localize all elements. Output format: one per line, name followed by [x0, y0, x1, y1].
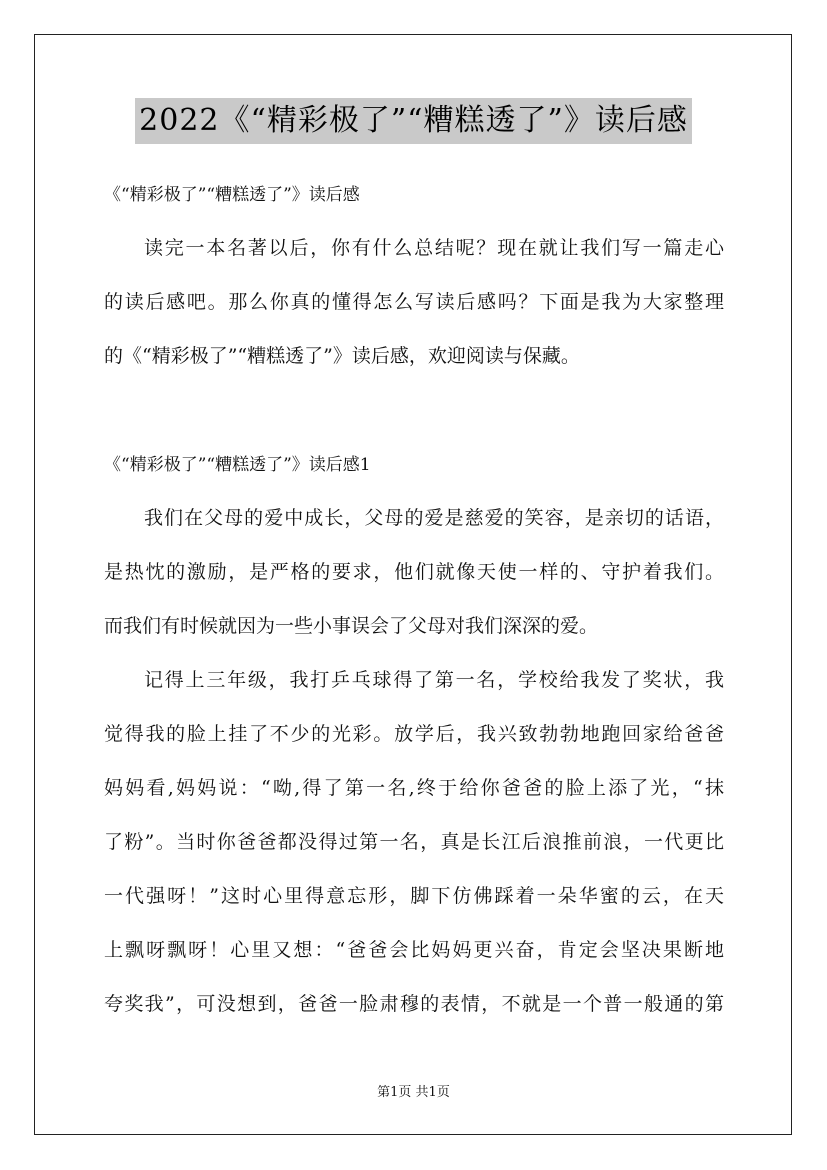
paragraph-line: 上飘呀飘呀！心里又想：“爸爸会比妈妈更兴奋，肯定会坚决果断地 — [104, 939, 724, 961]
page-footer: 第1页 共1页 — [377, 1085, 450, 1100]
paragraph-line: 了粉”。当时你爸爸都没得过第一名，真是长江后浪推前浪，一代更比 — [104, 831, 724, 853]
intro-line: 的读后感吧。那么你真的懂得怎么写读后感吗？下面是我为大家整理 — [104, 291, 724, 313]
paragraph-line: 是热忱的激励，是严格的要求，他们就像天使一样的、守护着我们。 — [104, 561, 724, 583]
paragraph-line: 记得上三年级，我打乒乓球得了第一名，学校给我发了奖状，我 — [144, 669, 724, 691]
paragraph-line: 觉得我的脸上挂了不少的光彩。放学后，我兴致勃勃地跑回家给爸爸 — [104, 723, 724, 745]
section-heading: 《“精彩极了”“糟糕透了”》读后感1 — [104, 455, 371, 475]
paragraph-line: 而我们有时候就因为一些小事误会了父母对我们深深的爱。 — [104, 615, 599, 637]
title-container — [0, 98, 827, 144]
paragraph-line: 一代强呀！”这时心里得意忘形，脚下仿佛踩着一朵华蜜的云，在天 — [104, 885, 724, 907]
intro-line: 读完一本名著以后，你有什么总结呢？现在就让我们写一篇走心 — [144, 237, 724, 259]
paragraph-line: 夸奖我”，可没想到，爸爸一脸肃穆的表情，不就是一个普一般通的第 — [104, 993, 724, 1015]
intro-line: 的《“精彩极了”“糟糕透了”》读后感，欢迎阅读与保藏。 — [104, 345, 580, 367]
paragraph-line: 我们在父母的爱中成长，父母的爱是慈爱的笑容，是亲切的话语， — [144, 507, 724, 529]
document-subtitle: 《“精彩极了”“糟糕透了”》读后感 — [104, 185, 360, 205]
paragraph-line: 妈妈看,妈妈说：“呦,得了第一名,终于给你爸爸的脸上添了光，“抹 — [104, 777, 724, 799]
document-title: 2022《“精彩极了”“糟糕透了”》读后感 — [135, 98, 692, 144]
